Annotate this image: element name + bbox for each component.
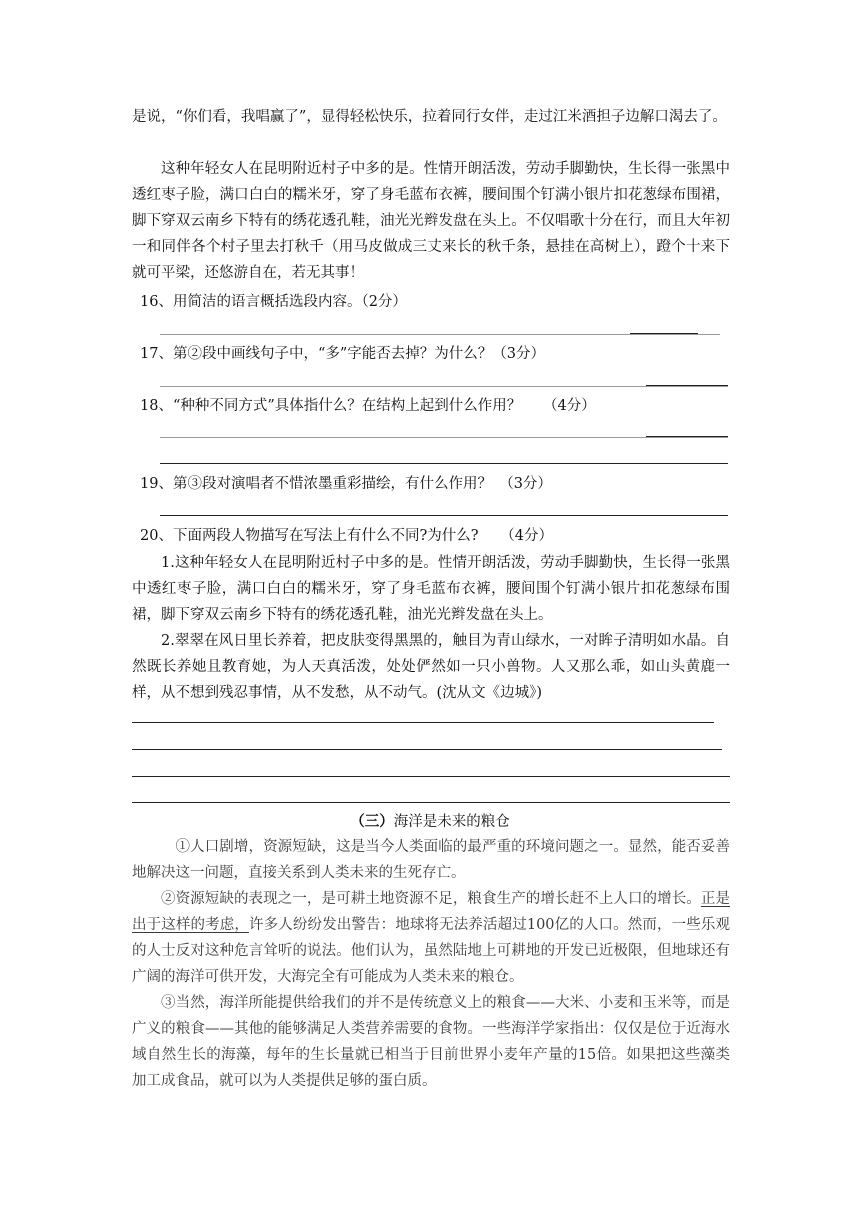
question-19: 19、第③段对演唱者不惜浓墨重彩描绘，有什么作用？ （3分） — [140, 476, 552, 492]
section-title — [0, 812, 860, 832]
question-16: 16、用简洁的语言概括选段内容。（2分） — [140, 294, 407, 310]
answer-line[interactable] — [160, 386, 728, 387]
answer-line[interactable] — [132, 802, 730, 803]
answer-line-segment — [646, 385, 728, 386]
answer-line[interactable] — [160, 437, 728, 438]
question-18: 18、“种种不同方式”具体指什么？在结构上起到什么作用？ （4分） — [140, 398, 596, 414]
answer-line-segment — [646, 436, 728, 437]
question-17: 17、第②段中画线句子中，“多”字能否去掉？为什么？（3分） — [140, 346, 545, 362]
answer-line[interactable] — [132, 722, 714, 723]
article-paragraph-3: ③当然，海洋所能提供给我们的并不是传统意义上的粮食——大米、小麦和玉米等，而是广义的粮食——其他的能够满足人类营养需要的食物。一些海洋学家指出：仅仅是位于近海水域自然生长的海藻，每年的生长量就已相当于目前世界小麦年产量的15倍。如果把这些藻类加工成食品，就可以为人类提供足够的蛋白质。 — [132, 995, 730, 1089]
section-number: （三） — [350, 813, 394, 830]
answer-line-segment — [630, 333, 698, 334]
question-20: 20、下面两段人物描写在写法上有什么不同?为什么? （4分） — [140, 528, 553, 544]
passage-line: 是说，“你们看，我唱赢了”，显得轻松快乐，拉着同行女伴，走过江米酒担子边解口渴去了。 — [132, 109, 727, 125]
comparison-item-2: 2.翠翠在风日里长养着，把皮肤变得黑黑的，触目为青山绿水，一对眸子清明如水晶。自然既长养她且教育她，为人天真活泼，处处俨然如一只小兽物。人又那么乖，如山头黄鹿一样，从不想到残忍事情，从不发愁，从不动气。(沈从文《边城》) — [132, 633, 730, 701]
answer-line[interactable] — [132, 749, 722, 750]
article-paragraph-1: ①人口剧增，资源短缺，这是当今人类面临的最严重的环境问题之一。显然，能否妥善地解决这一问题，直接关系到人类未来的生死存亡。 — [132, 839, 730, 881]
answer-line[interactable] — [132, 776, 730, 777]
section-title-text: 海洋是未来的粮仓 — [393, 814, 510, 830]
answer-line[interactable] — [160, 463, 728, 464]
paragraph-2-start: ②资源短缺的表现之一，是可耕土地资源不足，粮食生产的增长赶不上人口的增长。 — [161, 891, 701, 907]
comparison-item-1: 1.这种年轻女人在昆明附近村子中多的是。性情开朗活泼，劳动手脚勤快，生长得一张黑中透红枣子脸，满口白白的糯米牙，穿了身毛蓝布衣裤，腰间围个钉满小银片扣花葱绿布围裙，脚下穿双云南乡下特有的绣花透孔鞋，油光光辫发盘在头上。 — [132, 555, 730, 623]
answer-line[interactable] — [160, 515, 728, 516]
passage-paragraph: 这种年轻女人在昆明附近村子中多的是。性情开朗活泼，劳动手脚勤快，生长得一张黑中透红枣子脸，满口白白的糯米牙，穿了身毛蓝布衣裤，腰间围个钉满小银片扣花葱绿布围裙，脚下穿双云南乡下特有的绣花透孔鞋，油光光辫发盘在头上。不仅唱歌十分在行，而且大年初一和同伴各个村子里去打秋千（用马皮做成三丈来长的秋千条，悬挂在高树上），蹬个十来下就可平梁，还悠游自在，若无其事！ — [132, 161, 730, 281]
paragraph-2-rest: 许多人纷纷发出警告：地球将无法养活超过100亿的人口。然而，一些乐观的人士反对这种危言耸听的说法。他们认为，虽然陆地上可耕地的开发已近极限，但地球还有广阔的海洋可供开发，大海完全有可能成为人类未来的粮仓。 — [132, 917, 730, 985]
article-paragraph-2 — [132, 886, 730, 990]
underlined-sentence: 正是出于这样的考虑， — [132, 891, 730, 933]
answer-line[interactable] — [160, 334, 720, 335]
